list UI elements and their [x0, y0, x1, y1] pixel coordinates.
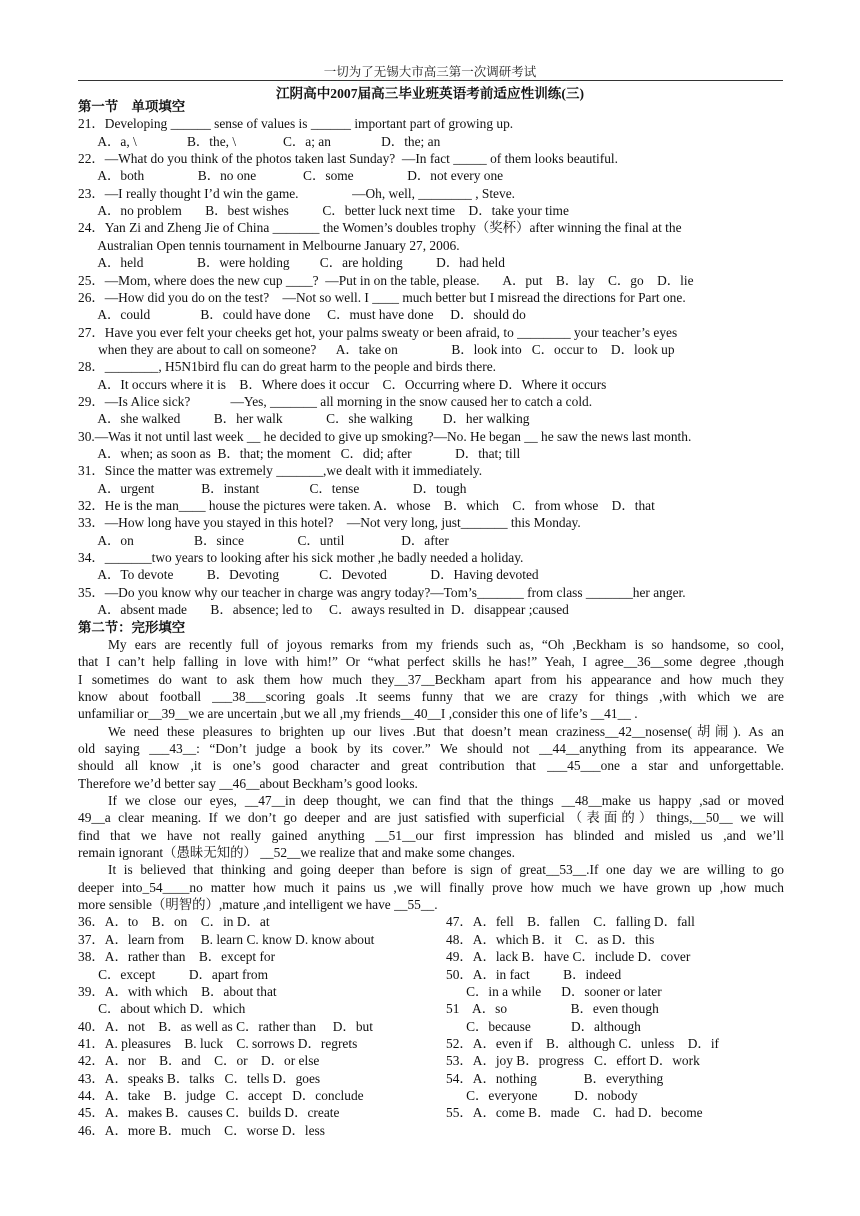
cloze-passage-line: unfamiliar or__39__we are uncertain ,but we all ,my friends__40__I ,consider this one of life’s __41__ .	[78, 706, 638, 722]
question-line: 24．Yan Zi and Zheng Jie of China _______ the Women’s doubles trophy（奖杯）after winning the final at the	[78, 220, 682, 236]
cloze-option-line: C．except D．apart from	[78, 966, 269, 982]
question-line: when they are about to call on someone? A．take on B．look into C．occur to D．look up	[78, 341, 675, 357]
question-line: Australian Open tennis tournament in Melbourne January 27, 2006.	[78, 237, 460, 253]
question-line: A．a, \ B．the, \ C．a; an D．the; an	[78, 133, 441, 149]
question-line: A．when; as soon as B．that; the moment C．did; after D．that; till	[78, 446, 521, 461]
cloze-passage-line: 49__a clear meaning. If we don’t go deeper and are just satisfied with superficial（表面的）things,__50__ we will	[78, 810, 784, 826]
cloze-passage-line: more sensible（明智的）,mature ,and intelligent we have __55__.	[78, 897, 438, 913]
cloze-option-line: 46．A．more B．much C．worse D．less	[78, 1122, 325, 1138]
question-line: A．To devote B．Devoting C．Devoted D．Having devoted	[78, 567, 539, 583]
question-line: 25．—Mom, where does the new cup ____? —Put in on the table, please. A．put B．lay C．go D．lie	[78, 272, 694, 288]
cloze-passage-line: We need these pleasures to brighten up our lives .But that doesn’t mean craziness__42__nosense(胡闹). As an	[108, 723, 784, 739]
question-line: A．held B．were holding C．are holding D．had held	[78, 255, 505, 271]
cloze-option-line: 50．A．in fact B．indeed	[446, 966, 622, 982]
question-line: A．absent made B．absence; led to C．aways resulted in D．disappear ;caused	[78, 602, 569, 618]
cloze-option-line: 44．A．take B．judge C．accept D．conclude	[78, 1087, 364, 1103]
question-line: A．It occurs where it is B．Where does it occur C．Occurring where D．Where it occurs	[78, 376, 607, 392]
cloze-option-line: 43．A．speaks B．talks C．tells D．goes	[78, 1070, 321, 1086]
question-line: A．urgent B．instant C．tense D．tough	[78, 480, 467, 496]
cloze-passage-line: If we close our eyes, __47__in deep thought, we can find that the things __48__make us happy ,sad or moved	[108, 793, 784, 808]
section2-heading: 第二节：完形填空	[78, 619, 186, 635]
question-line: 23．—I really thought I’d win the game. —Oh, well, ________ , Steve.	[78, 185, 515, 201]
cloze-option-line: 52．A．even if B．although C．unless D．if	[446, 1035, 719, 1051]
question-line: A．both B．no one C．some D．not every one	[78, 168, 504, 184]
cloze-option-line: 55．A．come B．made C．had D．become	[446, 1105, 703, 1121]
cloze-option-line: C．because D．although	[446, 1018, 641, 1034]
question-line: 35．—Do you know why our teacher in charge was angry today?—Tom’s_______ from class _______her anger.	[78, 584, 686, 600]
cloze-passage-line: that I can’t help falling in love with him!” Or “what perfect skills he has!” Yeah, I agree__36__some degree ,though	[78, 654, 784, 670]
question-line: A．on B．since C．until D．after	[78, 532, 449, 548]
cloze-passage-line: My ears are recently full of joyous remarks from my friends such as, “Oh ,Beckham is so handsome, so cool,	[108, 636, 784, 652]
cloze-option-line: C．everyone D．nobody	[446, 1087, 638, 1103]
section1-heading: 第一节 单项填空	[78, 99, 186, 114]
cloze-passage-line: Therefore we’d better say __46__about Beckham’s good looks.	[78, 775, 418, 791]
cloze-passage-line: old saying ___43__: “Don’t judge a book by its cover.” We should not __44__anything from its appearance. We	[78, 740, 784, 756]
cloze-option-line: 49．A．lack B．have C．include D．cover	[446, 949, 691, 965]
cloze-option-line: 47．A．fell B．fallen C．falling D．fall	[446, 914, 695, 930]
question-line: A．no problem B．best wishes C．better luck next time D．take your time	[78, 203, 569, 219]
question-line: 31．Since the matter was extremely _______,we dealt with it immediately.	[78, 463, 483, 479]
cloze-option-line: 45．A．makes B．causes C．builds D．create	[78, 1105, 340, 1121]
cloze-passage-line: I sometimes do want to ask them how much they__37__Beckham apart from his appearance and how much they	[78, 671, 784, 687]
question-line: A．could B．could have done C．must have done D．should do	[78, 307, 526, 323]
cloze-option-line: C．about which D．which	[78, 1001, 246, 1017]
cloze-passage-line: know about football ___38___scoring goals .It seems funny that we are crazy for things ,with which we are	[78, 688, 784, 704]
exam-title: 江阴高中2007届高三毕业班英语考前适应性训练(三)	[275, 86, 585, 101]
cloze-option-line: C．in a while D．sooner or later	[446, 983, 662, 999]
cloze-option-line: 37．A．learn from B. learn C. know D. know about	[78, 931, 375, 947]
question-line: 22．—What do you think of the photos taken last Sunday? —In fact _____ of them looks beautiful.	[78, 151, 618, 167]
question-line: 28．________, H5N1bird flu can do great harm to the people and birds there.	[78, 359, 496, 375]
question-line: 26．—How did you do on the test? —Not so well. I ____ much better but I misread the directions for Part one.	[78, 289, 686, 305]
cloze-passage-line: deeper into_54____no matter how much it pains us ,we will finally prove how much we have grown up ,how much	[78, 879, 784, 895]
cloze-option-line: 54．A．nothing B．everything	[446, 1070, 664, 1086]
cloze-option-line: 53．A．joy B．progress C．effort D．work	[446, 1053, 700, 1069]
question-line: 30.—Was it not until last week __ he decided to give up smoking?—No. He began __ he saw the news last month.	[78, 428, 692, 444]
question-line: 34．_______two years to looking after his sick mother ,he badly needed a holiday.	[78, 550, 524, 566]
cloze-option-line: 48．A．which B．it C．as D．this	[446, 931, 655, 947]
question-line: 27．Have you ever felt your cheeks get hot, your palms sweaty or been afraid, to ________ your teacher’s eyes	[78, 324, 678, 340]
cloze-passage-line: It is believed that thinking and going deeper than before is sign of great__53__.If one day we are willing to go	[108, 862, 784, 878]
question-line: 21．Developing ______ sense of values is ______ important part of growing up.	[78, 116, 514, 132]
question-line: 32．He is the man____ house the pictures were taken. A．whose B．which C．from whose D．that	[78, 498, 655, 514]
question-line: 29．—Is Alice sick? —Yes, _______ all morning in the snow caused her to catch a cold.	[78, 393, 593, 409]
running-head: 一切为了无锡大市高三第一次调研考试	[323, 65, 537, 79]
cloze-option-line: 51 A．so B．even though	[446, 1001, 659, 1017]
cloze-option-line: 38．A．rather than B．except for	[78, 949, 276, 965]
cloze-option-line: 36．A．to B．on C．in D．at	[78, 914, 270, 930]
cloze-option-line: 42．A．nor B．and C．or D．or else	[78, 1053, 320, 1069]
cloze-passage-line: should all know ,it is one’s good character and great contribution that ___45___one a star and unforgettable.	[78, 758, 784, 774]
question-line: 33．—How long have you stayed in this hotel? —Not very long, just_______ this Monday.	[78, 515, 581, 531]
cloze-option-line: 41．A. pleasures B. luck C. sorrows D．regrets	[78, 1035, 358, 1051]
cloze-passage-line: remain ignorant（愚昧无知的） __52__we realize that and make some changes.	[78, 845, 515, 861]
cloze-passage-line: find that we have not really gained anything __51__our first impression has blinded and misled us ,and we’ll	[78, 827, 784, 843]
header-divider	[78, 80, 783, 81]
cloze-option-line: 39．A．with which B．about that	[78, 983, 277, 999]
question-line: A．she walked B．her walk C．she walking D．her walking	[78, 411, 530, 427]
cloze-option-line: 40．A．not B．as well as C．rather than D．but	[78, 1018, 373, 1034]
